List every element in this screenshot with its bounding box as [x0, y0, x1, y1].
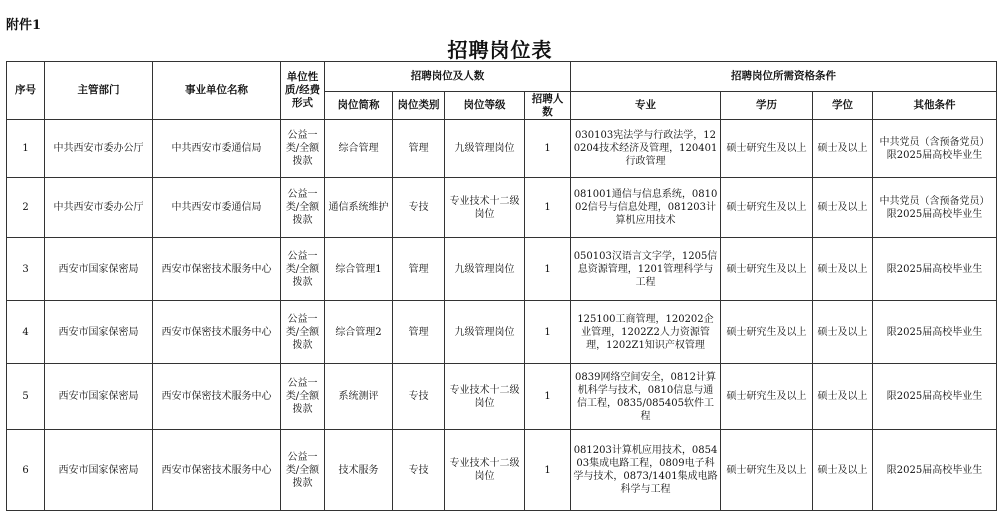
cell-education: 硕士研究生及以上: [721, 120, 813, 178]
cell-nature: 公益一类/全额拨款: [281, 364, 325, 430]
cell-no: 2: [7, 178, 45, 238]
cell-nature: 公益一类/全额拨款: [281, 430, 325, 511]
header-count: 招聘人数: [525, 92, 571, 120]
cell-dept: 中共西安市委办公厅: [45, 120, 153, 178]
cell-post-type: 专技: [393, 178, 445, 238]
header-dept: 主管部门: [45, 62, 153, 120]
cell-unit: 西安市保密技术服务中心: [153, 364, 281, 430]
cell-unit: 西安市保密技术服务中心: [153, 301, 281, 364]
cell-other: 中共党员（含预备党员）限2025届高校毕业生: [873, 178, 997, 238]
cell-post-type: 专技: [393, 364, 445, 430]
cell-count: 1: [525, 430, 571, 511]
cell-degree: 硕士及以上: [813, 364, 873, 430]
cell-unit: 中共西安市委通信局: [153, 178, 281, 238]
table-row: [7, 120, 997, 178]
header-row-1: [7, 62, 997, 92]
cell-major: 0839网络空间安全，0812计算机科学与技术，0810信息与通信工程，0835/085405软件工程: [571, 364, 721, 430]
page-title: 招聘岗位表: [447, 38, 553, 62]
cell-unit: 西安市保密技术服务中心: [153, 238, 281, 301]
table-row: [7, 301, 997, 364]
cell-post-level: 专业技术十二级岗位: [445, 178, 525, 238]
cell-education: 硕士研究生及以上: [721, 178, 813, 238]
cell-nature: 公益一类/全额拨款: [281, 301, 325, 364]
cell-count: 1: [525, 238, 571, 301]
cell-post-name: 技术服务: [325, 430, 393, 511]
cell-no: 5: [7, 364, 45, 430]
cell-education: 硕士研究生及以上: [721, 301, 813, 364]
cell-post-level: 专业技术十二级岗位: [445, 430, 525, 511]
cell-other: 限2025届高校毕业生: [873, 364, 997, 430]
cell-education: 硕士研究生及以上: [721, 430, 813, 511]
table-row: [7, 430, 997, 511]
cell-other: 中共党员（含预备党员）限2025届高校毕业生: [873, 120, 997, 178]
cell-dept: 西安市国家保密局: [45, 301, 153, 364]
cell-dept: 中共西安市委办公厅: [45, 178, 153, 238]
cell-post-level: 九级管理岗位: [445, 238, 525, 301]
cell-post-level: 专业技术十二级岗位: [445, 364, 525, 430]
cell-degree: 硕士及以上: [813, 178, 873, 238]
header-major: 专业: [571, 92, 721, 120]
cell-major: 125100工商管理，120202企业管理，1202Z2人力资源管理，1202Z1知识产权管理: [571, 301, 721, 364]
cell-dept: 西安市国家保密局: [45, 430, 153, 511]
header-group-positions: 招聘岗位及人数: [325, 62, 571, 92]
cell-other: 限2025届高校毕业生: [873, 430, 997, 511]
table-row: [7, 178, 997, 238]
cell-degree: 硕士及以上: [813, 430, 873, 511]
cell-degree: 硕士及以上: [813, 301, 873, 364]
cell-education: 硕士研究生及以上: [721, 364, 813, 430]
cell-major: 030103宪法学与行政法学，120204技术经济及管理，120401行政管理: [571, 120, 721, 178]
cell-post-level: 九级管理岗位: [445, 120, 525, 178]
cell-education: 硕士研究生及以上: [721, 238, 813, 301]
header-other: 其他条件: [873, 92, 997, 120]
cell-post-type: 管理: [393, 301, 445, 364]
header-nature: 单位性质/经费形式: [281, 62, 325, 120]
cell-dept: 西安市国家保密局: [45, 364, 153, 430]
cell-post-name: 综合管理2: [325, 301, 393, 364]
cell-no: 4: [7, 301, 45, 364]
cell-no: 1: [7, 120, 45, 178]
cell-no: 6: [7, 430, 45, 511]
header-education: 学历: [721, 92, 813, 120]
cell-post-type: 专技: [393, 430, 445, 511]
table-row: [7, 364, 997, 430]
header-post-type: 岗位类别: [393, 92, 445, 120]
cell-count: 1: [525, 301, 571, 364]
cell-major: 050103汉语言文字学，1205信息资源管理，1201管理科学与工程: [571, 238, 721, 301]
cell-nature: 公益一类/全额拨款: [281, 178, 325, 238]
attachment-label: 附件1: [6, 18, 42, 33]
cell-post-name: 通信系统维护: [325, 178, 393, 238]
header-post-name: 岗位简称: [325, 92, 393, 120]
cell-post-type: 管理: [393, 120, 445, 178]
cell-no: 3: [7, 238, 45, 301]
cell-major: 081001通信与信息系统，081002信号与信息处理，081203计算机应用技术: [571, 178, 721, 238]
header-post-level: 岗位等级: [445, 92, 525, 120]
cell-count: 1: [525, 364, 571, 430]
cell-post-type: 管理: [393, 238, 445, 301]
cell-post-name: 系统测评: [325, 364, 393, 430]
recruitment-table: [6, 61, 997, 511]
cell-unit: 西安市保密技术服务中心: [153, 430, 281, 511]
header-unit: 事业单位名称: [153, 62, 281, 120]
cell-count: 1: [525, 120, 571, 178]
cell-unit: 中共西安市委通信局: [153, 120, 281, 178]
cell-post-name: 综合管理: [325, 120, 393, 178]
cell-nature: 公益一类/全额拨款: [281, 120, 325, 178]
cell-other: 限2025届高校毕业生: [873, 301, 997, 364]
cell-nature: 公益一类/全额拨款: [281, 238, 325, 301]
cell-major: 081203计算机应用技术，085403集成电路工程，0809电子科学与技术，0873/1401集成电路科学与工程: [571, 430, 721, 511]
header-degree: 学位: [813, 92, 873, 120]
cell-post-name: 综合管理1: [325, 238, 393, 301]
cell-count: 1: [525, 178, 571, 238]
table-row: [7, 238, 997, 301]
cell-degree: 硕士及以上: [813, 120, 873, 178]
cell-dept: 西安市国家保密局: [45, 238, 153, 301]
header-group-requirements: 招聘岗位所需资格条件: [571, 62, 997, 92]
header-no: 序号: [7, 62, 45, 120]
cell-degree: 硕士及以上: [813, 238, 873, 301]
cell-post-level: 九级管理岗位: [445, 301, 525, 364]
cell-other: 限2025届高校毕业生: [873, 238, 997, 301]
